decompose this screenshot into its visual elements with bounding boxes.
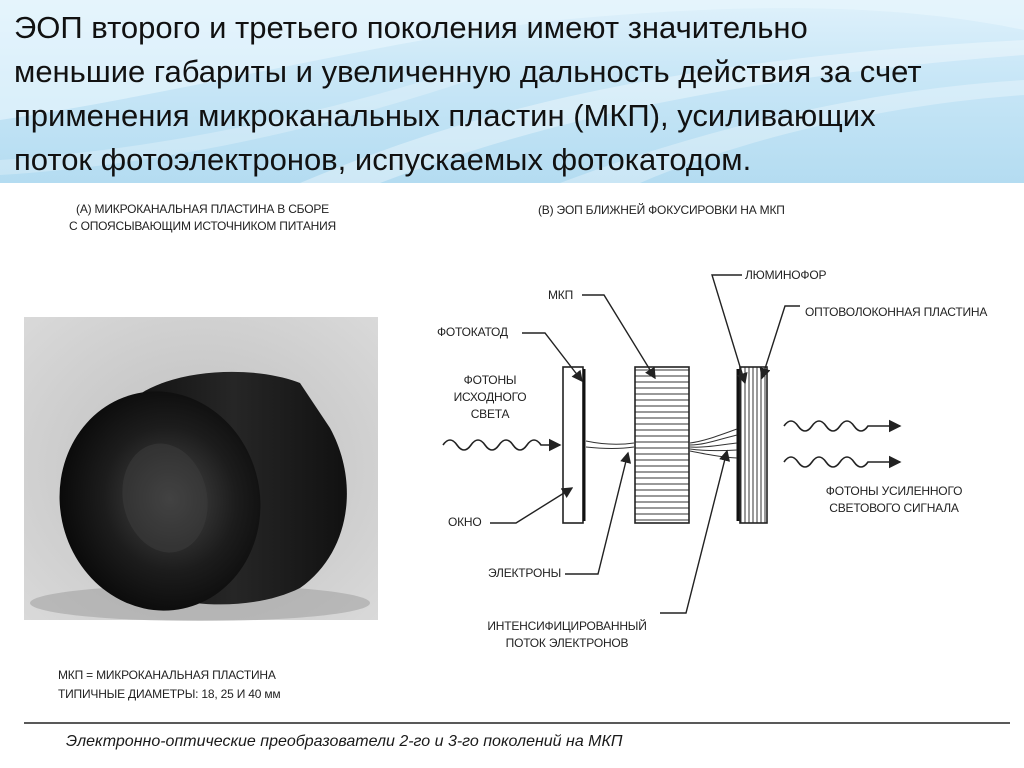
label-mcp: МКП bbox=[548, 288, 574, 302]
panel-a-note-line1: МКП = МИКРОКАНАЛЬНАЯ ПЛАСТИНА bbox=[58, 668, 276, 682]
label-window: ОКНО bbox=[448, 515, 482, 529]
figure-area bbox=[0, 183, 1024, 768]
output-photon-wave-2 bbox=[784, 457, 900, 467]
leader-phosphor bbox=[712, 275, 745, 383]
label-electrons: ЭЛЕКТРОНЫ bbox=[488, 566, 561, 580]
label-input-photons: ФОТОНЫ ИСХОДНОГО СВЕТА bbox=[453, 373, 527, 421]
leader-window bbox=[490, 488, 572, 523]
label-intensified-flow: ИНТЕНСИФИЦИРОВАННЫЙ ПОТОК ЭЛЕКТРОНОВ bbox=[487, 619, 647, 650]
panel-a-note-line2: ТИПИЧНЫЕ ДИАМЕТРЫ: 18, 25 И 40 мм bbox=[58, 687, 281, 701]
label-photocathode: ФОТОКАТОД bbox=[437, 325, 508, 339]
mcp-photo bbox=[24, 317, 378, 629]
fiber-optic-plate bbox=[740, 367, 767, 523]
input-photon-wave bbox=[443, 440, 560, 450]
leader-mcp bbox=[582, 295, 655, 378]
header-text: ЭОП второго и третьего поколения имеют значительно меньшие габариты и увеличенную дальность действия за счет применения микроканальных пластин (МКП), усиливающих поток фотоэлектронов, испускаемых фотокатодом. bbox=[14, 10, 922, 177]
figure-caption: Электронно-оптические преобразователи 2-го и 3-го поколений на МКП bbox=[66, 733, 623, 750]
output-photon-wave-1 bbox=[784, 421, 900, 431]
label-output-photons: ФОТОНЫ УСИЛЕННОГО СВЕТОВОГО СИГНАЛА bbox=[825, 484, 963, 515]
label-fiber-plate: ОПТОВОЛОКОННАЯ ПЛАСТИНА bbox=[805, 305, 988, 319]
slide-header bbox=[0, 0, 1024, 183]
panel-a-title: (А) МИКРОКАНАЛЬНАЯ ПЛАСТИНА В СБОРЕ С ОПОЯСЫВАЮЩИМ ИСТОЧНИКОМ ПИТАНИЯ bbox=[68, 202, 337, 233]
mcp-plate bbox=[635, 367, 689, 523]
panel-b-title: (В) ЭОП БЛИЖНЕЙ ФОКУСИРОВКИ НА МКП bbox=[538, 203, 785, 217]
window-plate bbox=[563, 367, 583, 523]
label-phosphor: ЛЮМИНОФОР bbox=[745, 268, 827, 282]
panel-b-diagram bbox=[443, 275, 900, 613]
